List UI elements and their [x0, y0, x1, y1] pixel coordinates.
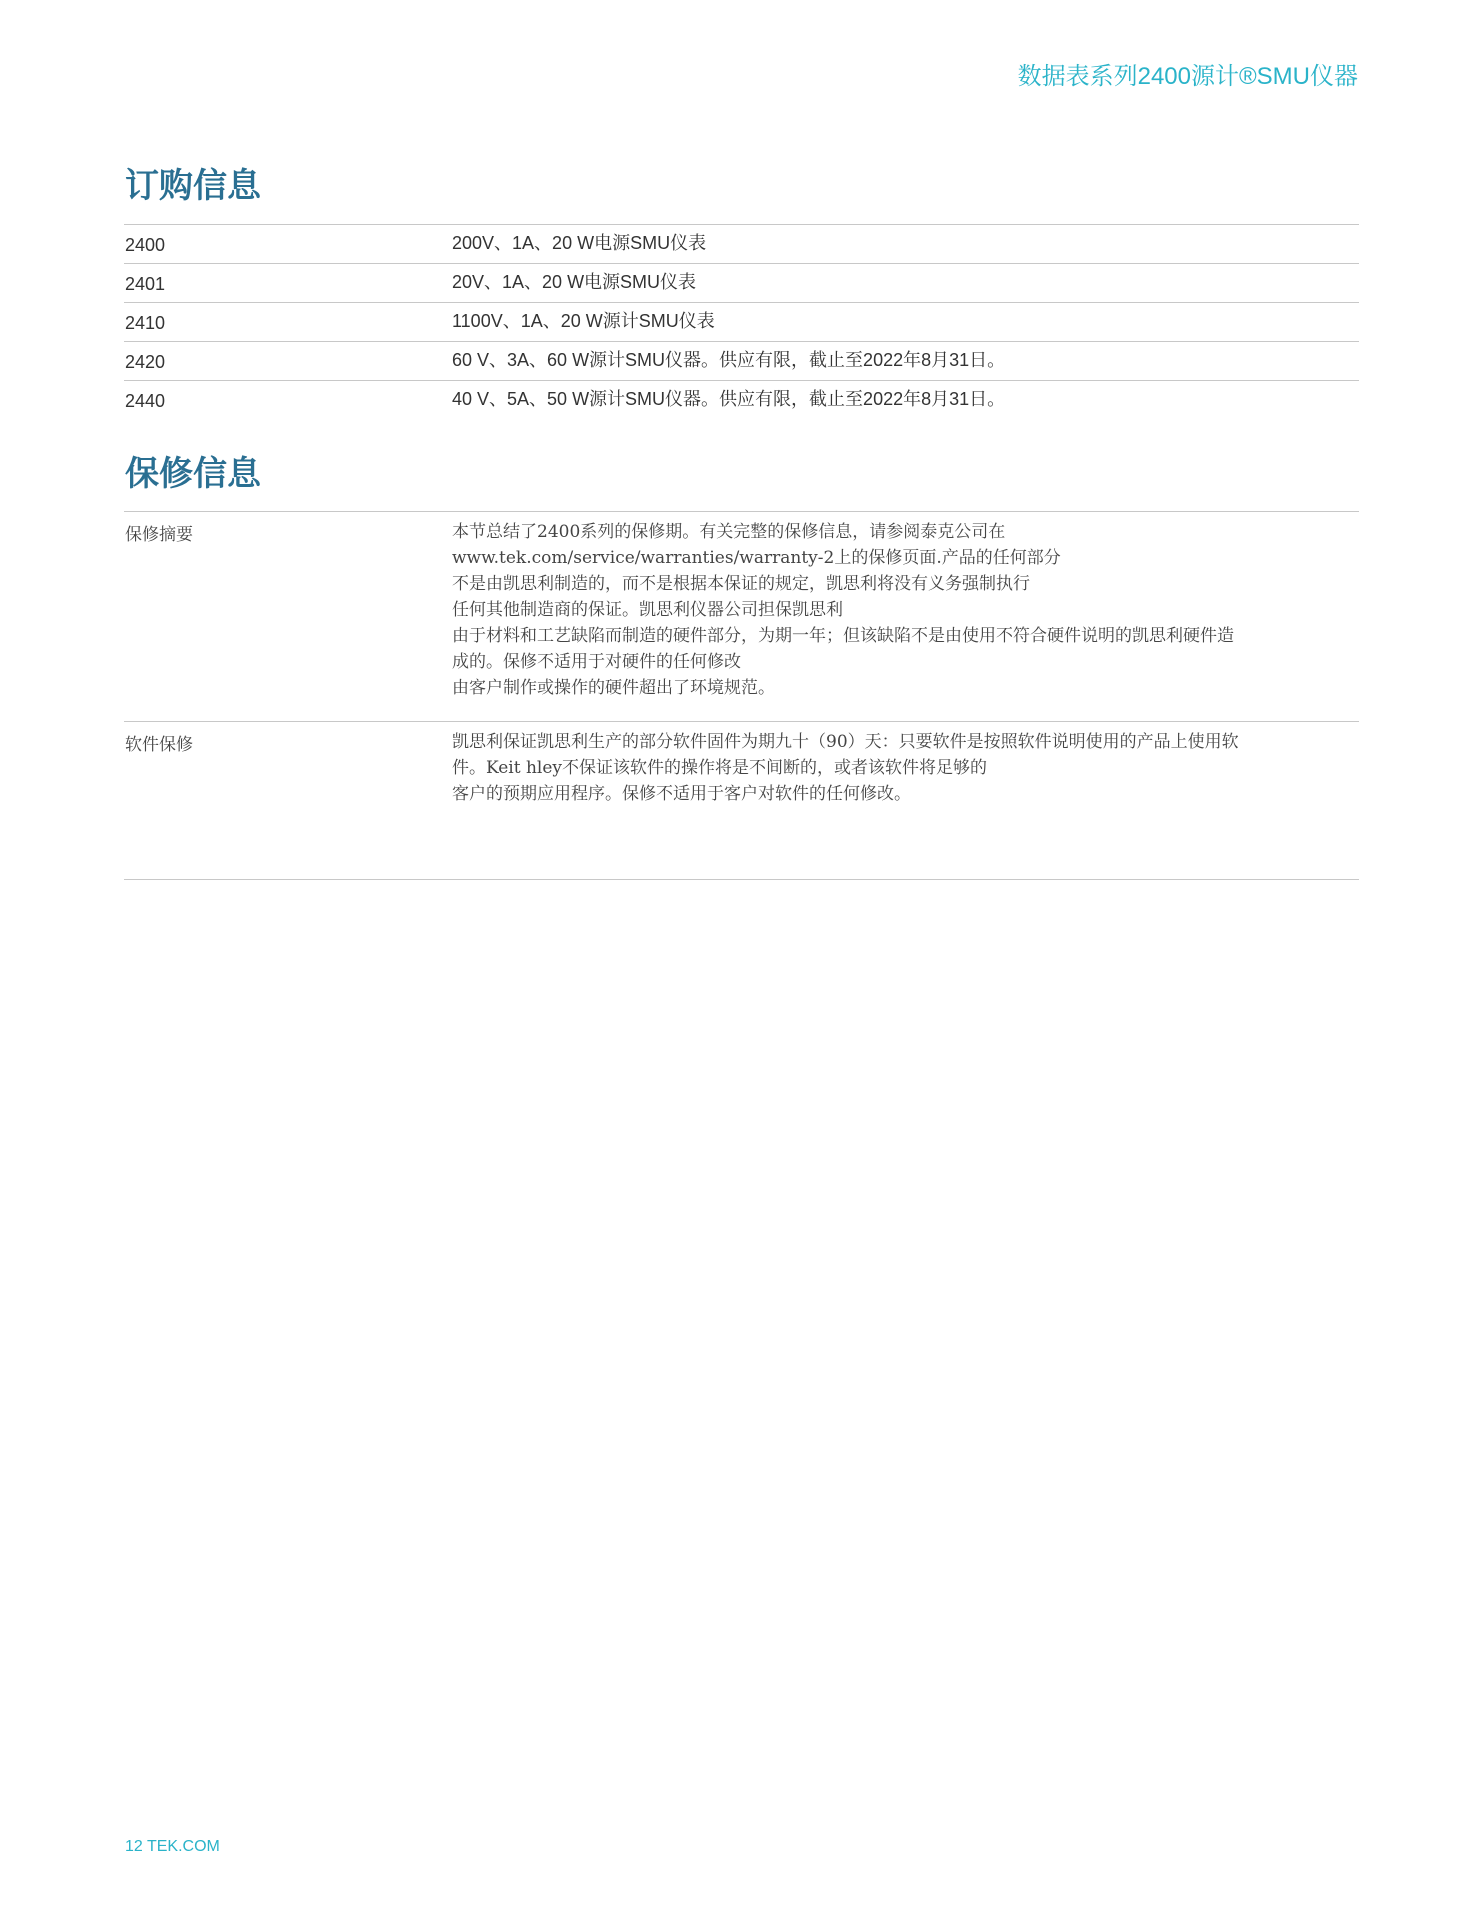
model-description: 200V、1A、20 W电源SMU仪表 [452, 233, 707, 253]
ordering-table [124, 224, 1359, 419]
model-number: 2400 [125, 235, 166, 255]
warranty-summary-text [452, 512, 1359, 721]
table-row [124, 224, 1359, 263]
warranty-table [124, 511, 1359, 880]
software-warranty-label: 软件保修 [125, 735, 193, 755]
bottom-divider [124, 879, 1359, 880]
model-description: 60 V、3A、60 W源计SMU仪器。供应有限，截止至2022年8月31日。 [452, 350, 1006, 370]
running-header-title: 数据表系列2400源计®SMU仪器 [1017, 63, 1358, 90]
model-number: 2401 [125, 274, 166, 294]
paragraph-line: 客户的预期应用程序。保修不适用于客户对软件的任何修改。 [452, 784, 911, 804]
model-number: 2420 [125, 352, 166, 372]
table-row [124, 380, 1359, 419]
page-footer: 12 TEK.COM [125, 1838, 220, 1855]
paragraph-line: 凯思利保证凯思利生产的部分软件固件为期九十（90）天：只要软件是按照软件说明使用的产品上使用软 [452, 732, 1239, 752]
model-description: 1100V、1A、20 W源计SMU仪表 [452, 311, 715, 331]
ordering-info-heading: 订购信息 [125, 166, 261, 206]
paragraph-line: 任何其他制造商的保证。凯思利仪器公司担保凯思利 [452, 600, 843, 620]
model-number: 2410 [125, 313, 166, 333]
warranty-summary-row [124, 511, 1359, 721]
software-warranty-row [124, 721, 1359, 880]
table-row [124, 263, 1359, 302]
software-warranty-text [452, 722, 1359, 880]
warranty-link-line: www.tek.com/service/warranties/warranty-2上的保修页面.产品的任何部分 [452, 548, 1061, 568]
paragraph-line: 成的。保修不适用于对硬件的任何修改 [452, 652, 741, 672]
model-number: 2440 [125, 391, 166, 411]
paragraph-line: 由客户制作或操作的硬件超出了环境规范。 [452, 678, 775, 698]
paragraph-line: 不是由凯思利制造的，而不是根据本保证的规定，凯思利将没有义务强制执行 [452, 574, 1030, 594]
paragraph-line: 由于材料和工艺缺陷而制造的硬件部分，为期一年；但该缺陷不是由使用不符合硬件说明的凯思利硬件造 [452, 626, 1234, 646]
model-description: 20V、1A、20 W电源SMU仪表 [452, 272, 697, 292]
warranty-info-heading: 保修信息 [125, 454, 261, 494]
paragraph-line: 本节总结了2400系列的保修期。有关完整的保修信息，请参阅泰克公司在 [452, 522, 1006, 542]
paragraph-line: 件。Keit hley不保证该软件的操作将是不间断的，或者该软件将足够的 [452, 758, 988, 778]
table-row [124, 302, 1359, 341]
table-row [124, 341, 1359, 380]
warranty-summary-label: 保修摘要 [125, 525, 193, 545]
model-description: 40 V、5A、50 W源计SMU仪器。供应有限，截止至2022年8月31日。 [452, 389, 1006, 409]
